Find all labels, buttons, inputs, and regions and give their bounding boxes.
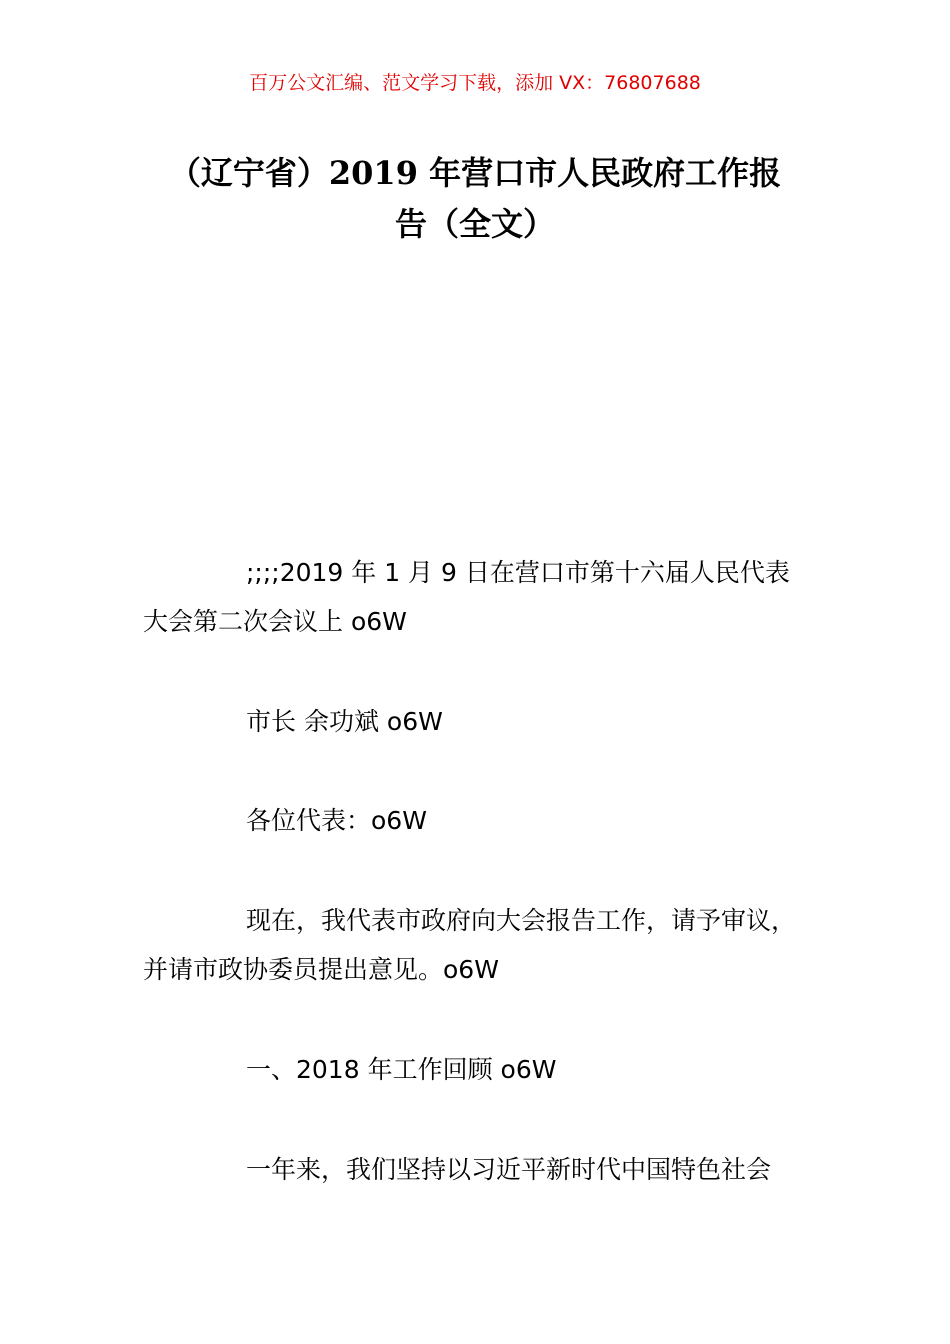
title-line-2: 告（全文） <box>394 205 555 243</box>
paragraph-line: 一、2018 年工作回顾 o6W <box>246 1055 557 1084</box>
title-line-1: （辽宁省）2019 年营口市人民政府工作报 <box>168 154 782 192</box>
paragraph-salutation <box>143 796 833 845</box>
paragraph-intro <box>143 896 833 994</box>
paragraph-date-venue <box>143 548 833 646</box>
header-watermark-note: 百万公文汇编、范文学习下载，添加 VX：76807688 <box>249 72 701 94</box>
section-heading-review <box>143 1045 833 1094</box>
paragraph-speaker <box>143 697 833 746</box>
paragraph-line: 市长 余功斌 o6W <box>246 707 443 736</box>
document-title <box>143 148 807 250</box>
paragraph-review-body <box>143 1145 833 1194</box>
paragraph-line: 大会第二次会议上 o6W <box>143 607 407 636</box>
paragraph-line: ;;;;2019 年 1 月 9 日在营口市第十六届人民代表 <box>246 558 790 587</box>
paragraph-line: 并请市政协委员提出意见。o6W <box>143 955 499 984</box>
paragraph-line: 现在，我代表市政府向大会报告工作，请予审议， <box>246 906 797 935</box>
paragraph-line: 各位代表：o6W <box>246 806 427 835</box>
paragraph-line: 一年来，我们坚持以习近平新时代中国特色社会 <box>246 1155 772 1184</box>
